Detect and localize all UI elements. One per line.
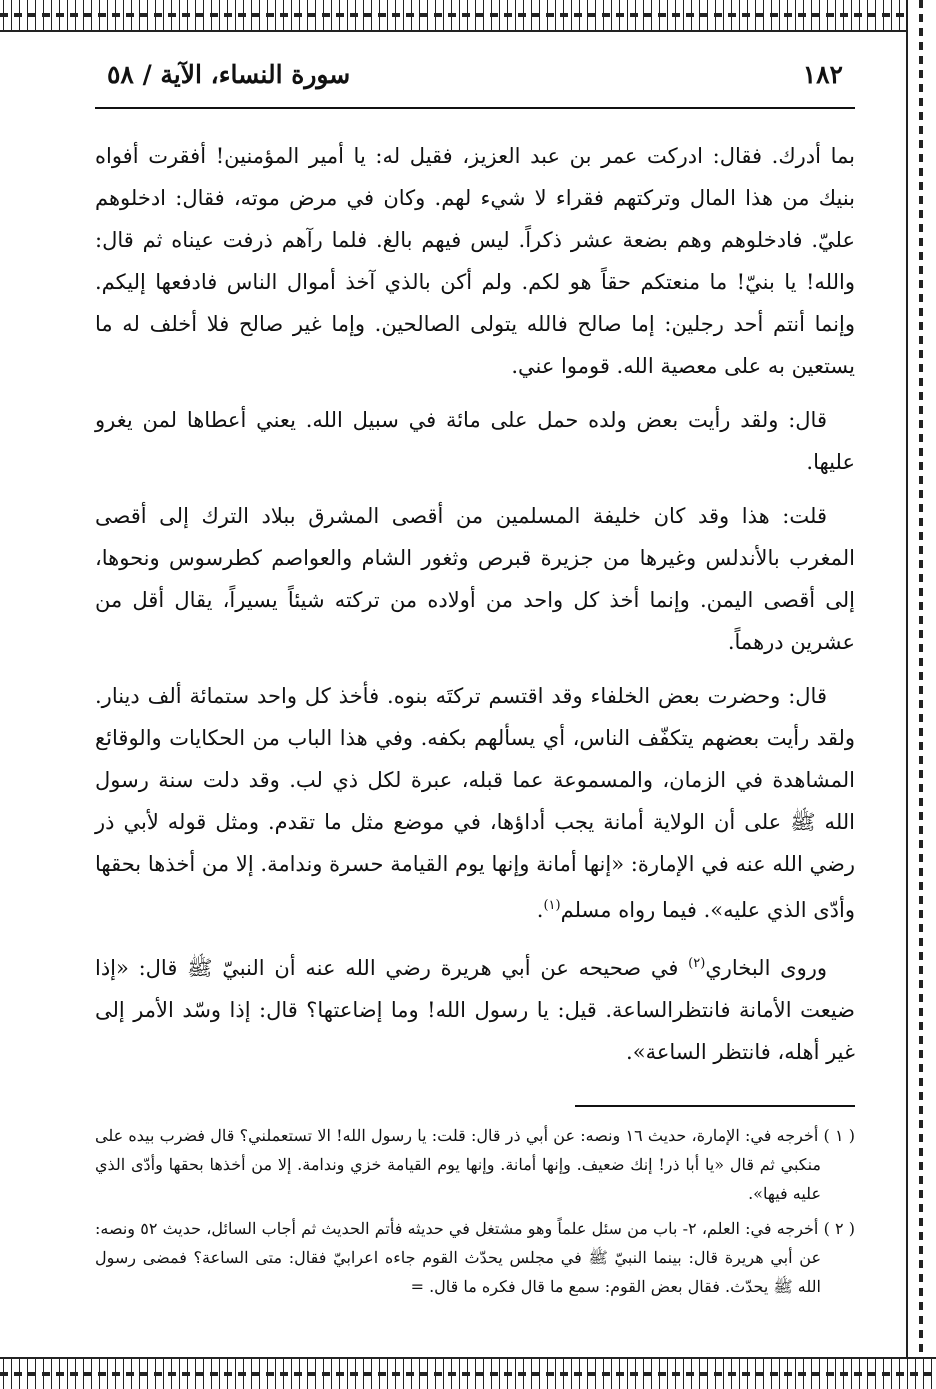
footnote-mark: (٢) [688, 956, 706, 971]
decorative-border-top [0, 0, 936, 32]
page-number: ١٨٢ [802, 60, 843, 89]
running-title: سورة النساء، الآية / ٥٨ [107, 60, 351, 89]
footnote-number: ( ٢ ) [823, 1219, 856, 1238]
paragraph-text: قال: وحضرت بعض الخلفاء وقد اقتسم تركتَه بنوه. فأخذ كل واحد ستمائة ألف دينار. ولقد رأيت بعضهم يتكفّف الناس، أي يسألهم بكفه. وفي هذا الباب من الحكايات والوقائع المشاهدة في الزمان، والمسموعة عما قبله، عبرة لكل ذي لب. وقد دلت سنة رسول الله ﷺ على أن الولاية أمانة يجب أداؤها، في موضع مثل ما تقدم. ومثل قوله لأبي ذر رضي الله عنه في الإمارة: «إنها أمانة وإنها يوم القيامة حسرة وندامة. إلا من أخذها بحقها وأدّى الذي عليه». فيما رواه مسلم [95, 684, 856, 922]
footnote [95, 1214, 855, 1301]
paragraph [95, 943, 855, 1073]
paragraph-text: وروى البخاري [705, 956, 828, 980]
main-text [95, 135, 855, 1073]
footnote-separator [95, 1095, 855, 1117]
footnote-text: أخرجه في: الإمارة، حديث ١٦ ونصه: عن أبي ذر قال: قلت: يا رسول الله! الا تستعملني؟ قال فضرب بيده على منكبي ثم قال «يا أبا ذر! إنك ضعيف. وإنها أمانة. وإنها يوم القيامة خزي وندامة. إلا من أخذها بحقها وأدّى الذي عليه فيها». [95, 1126, 821, 1203]
paragraph: بما أدرك. فقال: ادركت عمر بن عبد العزيز، فقيل له: يا أمير المؤمنين! أفقرت أفواه بنيك من هذا المال وتركتهم فقراء لا شيء لهم. وكان في مرض موته، فقال: ادخلوهم عليّ. فادخلوهم وهم بضعة عشر ذكراً. ليس فيهم بالغ. فلما رآهم ذرفت عيناه ثم قال: والله! يا بنيّ! ما منعتكم حقاً هو لكم. ولم أكن بالذي آخذ أموال الناس فادفعها إليكم. وإنما أنتم أحد رجلين: إما صالح فالله يتولى الصالحين. وإما غير صالح فلا أخلف له ما يستعين به على معصية الله. قوموا عني. [95, 144, 855, 378]
footnote-text: أخرجه في: العلم، ٢- باب من سئل علماً وهو مشتغل في حديثه فأتم الحديث ثم أجاب السائل، حديث ٥٢ ونصه: عن أبي هريرة قال: بينما النبيّ ﷺ في مجلس يحدّث القوم جاءه اعرابيّ فقال: متى الساعة؟ فمضى رسول الله ﷺ يحدّث. فقال بعض القوم: سمع ما قال فكره ما قال. = [95, 1219, 821, 1296]
decorative-border-bottom [0, 1357, 936, 1389]
paragraph: قال: ولقد رأيت بعض ولده حمل على مائة في سبيل الله. يعني أعطاها لمن يغرو عليها. [95, 408, 855, 474]
footnotes [95, 1121, 855, 1301]
footnote-number: ( ١ ) [823, 1126, 856, 1145]
paragraph: قلت: هذا وقد كان خليفة المسلمين من أقصى المشرق ببلاد الترك إلى أقصى المغرب بالأندلس وغيرها من جزيرة قبرص وثغور الشام والعواصم كطرسوس ونحوها، إلى أقصى اليمن. وإنما أخذ كل واحد من أولاده من تركته شيئاً يسيراً، يقال أقل من عشرين درهماً. [95, 504, 855, 654]
page-header [95, 60, 855, 109]
decorative-border-right [906, 0, 936, 1389]
footnote [95, 1121, 855, 1208]
paragraph-text: في صحيحه عن أبي هريرة رضي الله عنه أن النبيّ ﷺ قال: «إذا ضيعت الأمانة فانتظرالساعة. قيل: يا رسول الله! وما إضاعتها؟ قال: إذا وسّد الأمر إلى غير أهله، فانتظر الساعة». [95, 956, 855, 1064]
footnote-mark: (١) [543, 898, 561, 913]
paragraph: قال: وحضرت بعض الخلفاء وقد اقتسم تركتَه بنوه. فأخذ كل واحد ستمائة ألف دينار. ولقد رأيت بعضهم يتكفّف الناس، أي يسألهم بكفه. وفي هذا الباب من الحكايات والوقائع المشاهدة في الزمان، والمسموعة عما قبله، عبرة لكل ذي لب. وقد دلت سنة رسول الله ﷺ على أن الولاية أمانة يجب أداؤها، في موضع مثل ما تقدم. ومثل قوله لأبي ذر رضي الله عنه في الإمارة: «إنها أمانة وإنها يوم القيامة حسرة وندامة. إلا من أخذها بحقها وأدّى الذي عليه». فيما رواه مسلم$^{(١)}$. [95, 684, 856, 922]
book-page [95, 60, 855, 1307]
